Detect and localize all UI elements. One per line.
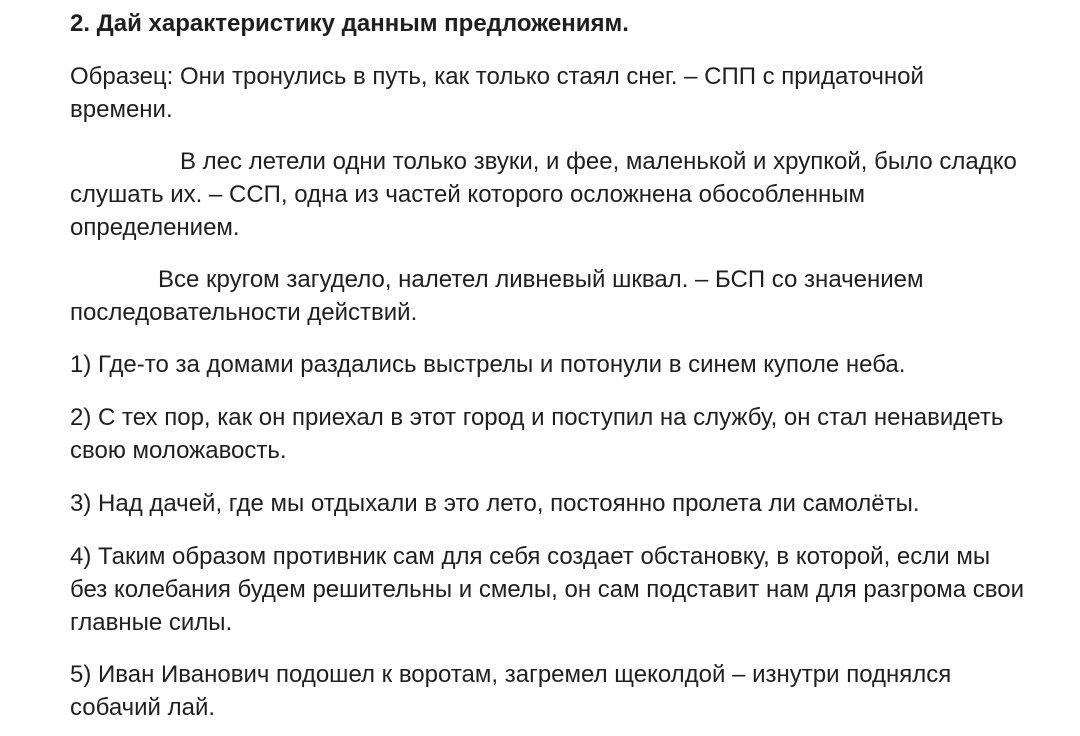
exercise-heading: 2. Дай характеристику данным предложениям. bbox=[70, 10, 629, 37]
task-5: 5) Иван Иванович подошел к воротам, загремел щеколдой – изнутри поднялся собачий лай. bbox=[70, 661, 952, 721]
task-3: 3) Над дачей, где мы отдыхали в это лето, постоянно пролета ли самолёты. bbox=[70, 490, 920, 517]
example-bsp: Все кругом загудело, налетел ливневый шквал. – БСП со значением последовательности действий. bbox=[70, 266, 924, 326]
task-1: 1) Где-то за домами раздались выстрелы и потонули в синем куполе неба. bbox=[70, 351, 906, 378]
task-2: 2) С тех пор, как он приехал в этот город и поступил на службу, он стал ненавидеть свою моложавость. bbox=[70, 404, 1004, 464]
task-4: 4) Таким образом противник сам для себя создает обстановку, в которой, если мы без колебания будем решительны и смелы, он сам подставит нам для разгрома свои главные силы. bbox=[70, 543, 1025, 636]
example-ssp: В лес летели одни только звуки, и фее, маленькой и хрупкой, было сладко слушать их. – ССП, одна из частей которого осложнена обособленным определением. bbox=[70, 148, 1017, 241]
example-sample: Образец: Они тронулись в путь, как только стаял снег. – СПП с придаточной времени. bbox=[70, 63, 924, 123]
